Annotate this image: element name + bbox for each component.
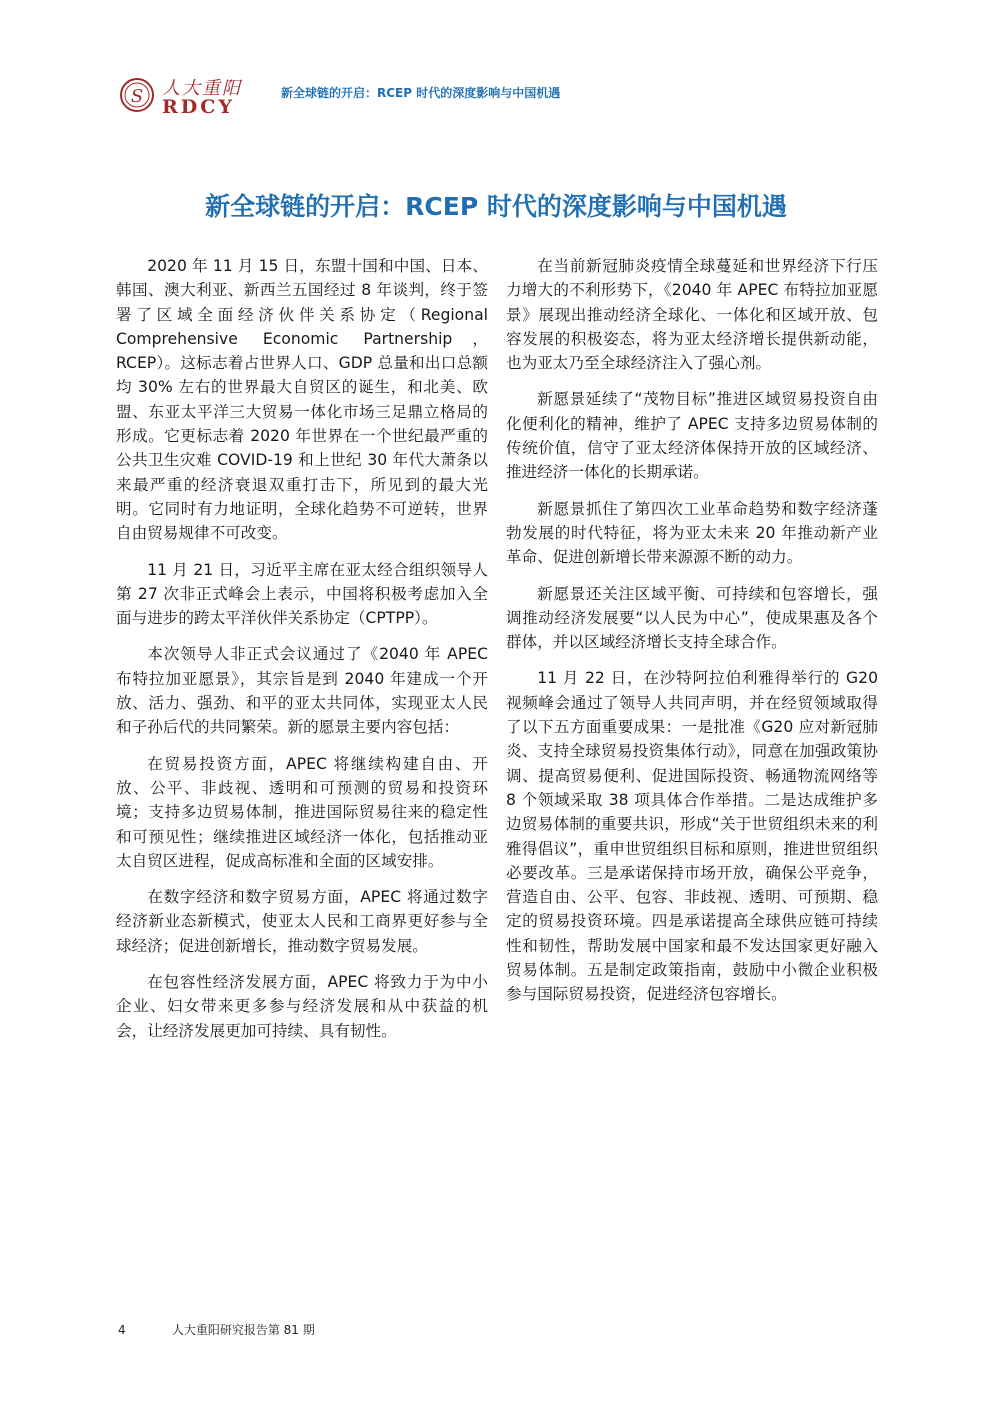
seal-emblem-icon [118, 74, 156, 116]
right-column [506, 254, 878, 1019]
paragraph: 新愿景还关注区域平衡、可持续和包容增长，强调推动经济发展要“以人民为中心”，使成果惠及各个群体，并以区域经济增长支持全球合作。 [506, 584, 878, 652]
page-number: 4 [118, 1323, 126, 1337]
logo-english-text: RDCY [162, 96, 235, 118]
paragraph: 在贸易投资方面，APEC 将继续构建自由、开放、公平、非歧视、透明和可预测的贸易和投资环境；支持多边贸易体制，推进国际贸易往来的稳定性和可预见性；继续推进区域经济一体化，包括推动亚太自贸区进程，促成高标准和全面的区域安排。 [116, 754, 488, 870]
page-header [118, 72, 878, 122]
logo-chinese-text: 人大重阳 [162, 78, 242, 99]
paragraph: 2020 年 11 月 15 日，东盟十国和中国、日本、韩国、澳大利亚、新西兰五国经过 8 年谈判，终于签署了区域全面经济伙伴关系协定（Regional Comprehensive Economic Partnership，RCEP）。这标志着占世界人口、GDP 总量和出口总额均 30% 左右的世界最大自贸区的诞生，和北美、欧盟、东亚太平洋三大贸易一体化市场三足鼎立格局的形成。它更标志着 2020 年世界在一个世纪最严重的公共卫生灾难 COVID-19 和上世纪 30 年代大萧条以来最严重的经济衰退双重打击下，所见到的最大光明。它同时有力地证明，全球化趋势不可逆转，世界自由贸易规律不可改变。 [116, 257, 488, 543]
left-column [116, 254, 488, 1055]
svg-text:S: S [130, 86, 144, 107]
paragraph: 11 月 22 日，在沙特阿拉伯利雅得举行的 G20 视频峰会通过了领导人共同声明，并在经贸领域取得了以下五方面重要成果：一是批准《G20 应对新冠肺炎、支持全球贸易投资集体行动》，同意在加强政策协调、提高贸易便利、促进国际投资、畅通物流网络等 8 个领域采取 38 项具体合作举措。二是达成维护多边贸易体制的重要共识，形成“关于世贸组织未来的利雅得倡议”，重申世贸组织目标和原则，推进世贸组织必要改革。三是承诺保持市场开放，确保公平竞争，营造自由、公平、包容、非歧视、透明、可预期、稳定的贸易投资环境。四是承诺提高全球供应链可持续性和韧性，帮助发展中国家和最不发达国家更好融入贸易体制。五是制定政策指南，鼓励中小微企业积极参与国际贸易投资，促进经济包容增长。 [506, 669, 878, 1004]
paragraph: 新愿景抓住了第四次工业革命趋势和数字经济蓬勃发展的时代特征，将为亚太未来 20 年推动新产业革命、促进创新增长带来源源不断的动力。 [506, 499, 878, 567]
paragraph: 在数字经济和数字贸易方面，APEC 将通过数字经济新业态新模式，使亚太人民和工商界更好参与全球经济；促进创新增长，推动数字贸易发展。 [116, 888, 488, 955]
rdcy-logo [118, 72, 248, 120]
publication-name: 人大重阳研究报告第 81 期 [171, 1323, 315, 1337]
paragraph: 在包容性经济发展方面，APEC 将致力于为中小企业、妇女带来更多参与经济发展和从中获益的机会，让经济发展更加可持续、具有韧性。 [116, 973, 488, 1040]
paragraph: 新愿景延续了“茂物目标”推进区域贸易投资自由化便利化的精神，维护了 APEC 支持多边贸易体制的传统价值，信守了亚太经济体保持开放的区域经济、推进经济一体化的长期承诺。 [506, 390, 878, 482]
page-footer [118, 1321, 315, 1338]
page-title: 新全球链的开启：RCEP 时代的深度影响与中国机遇 [205, 191, 787, 221]
paragraph: 11 月 21 日，习近平主席在亚太经合组织领导人第 27 次非正式峰会上表示，中国将积极考虑加入全面与进步的跨太平洋伙伴关系协定（CPTPP）。 [116, 560, 488, 628]
paragraph: 本次领导人非正式会议通过了《2040 年 APEC 布特拉加亚愿景》，其宗旨是到 2040 年建成一个开放、活力、强劲、和平的亚太共同体，实现亚太人民和子孙后代的共同繁荣。新的愿景主要内容包括： [116, 645, 488, 737]
paragraph: 在当前新冠肺炎疫情全球蔓延和世界经济下行压力增大的不利形势下，《2040 年 APEC 布特拉加亚愿景》展现出推动经济全球化、一体化和区域开放、包容发展的积极姿态，将为亚太经济增长提供新动能，也为亚太乃至全球经济注入了强心剂。 [506, 257, 878, 373]
running-header-title: 新全球链的开启：RCEP 时代的深度影响与中国机遇 [281, 86, 561, 100]
